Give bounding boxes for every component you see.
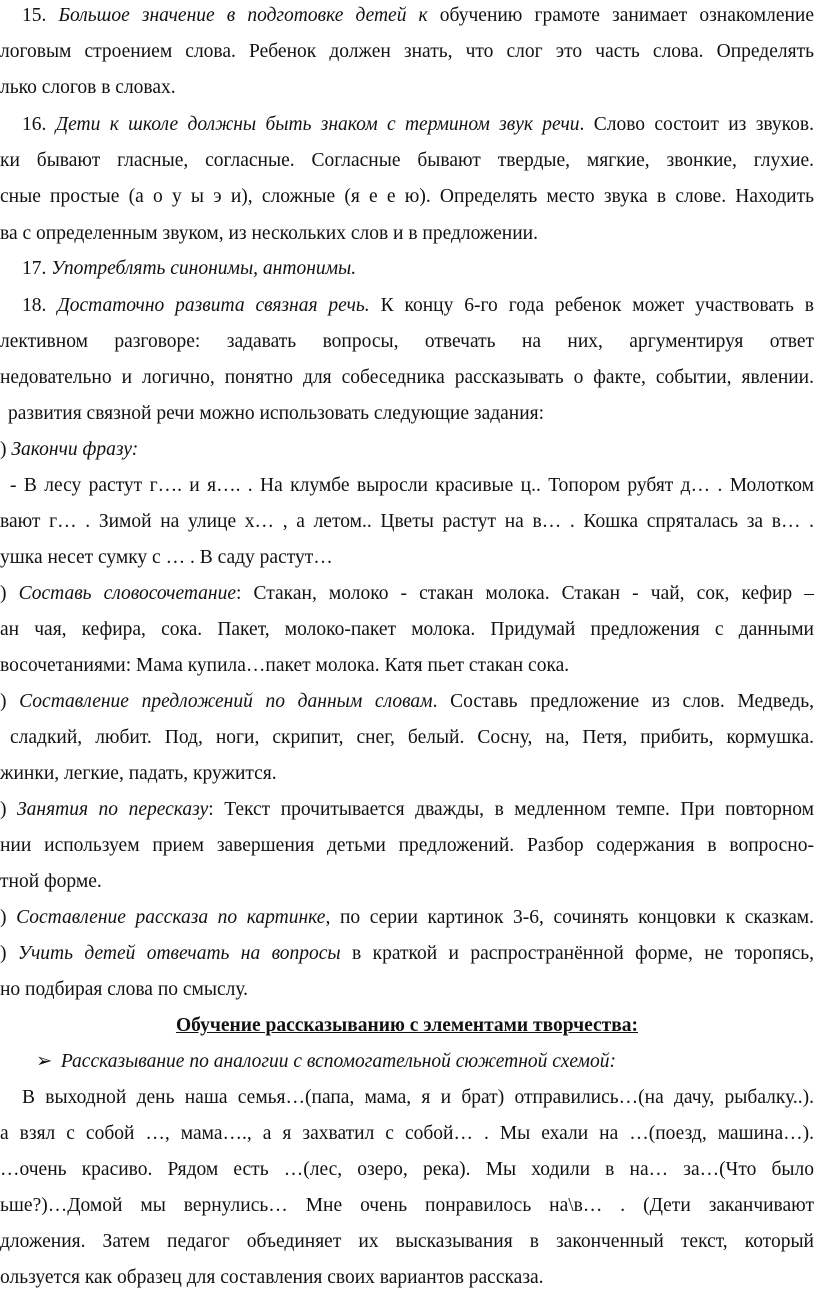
story-line-6: ользуется как образец для составления своих вариантов рассказа.	[0, 1267, 544, 1288]
task-3-line-1	[0, 688, 814, 716]
list-marker: )	[0, 943, 7, 964]
story-line-5: дложения. Затем педагог объединяет их высказывания в законченный текст, который	[0, 1231, 814, 1252]
text-run: : Стакан, молоко - стакан молока. Стакан - чай, сок, кефир –	[236, 583, 814, 604]
heading-text: Обучение рассказыванию с элементами творчества:	[175, 1015, 639, 1036]
italic-phrase: Составь словосочетание	[18, 583, 237, 604]
text-run: , по серии картинок 3-6, сочинять концовки к сказкам.	[325, 907, 814, 928]
list-marker: )	[0, 439, 7, 460]
task-1-line-3: вают г… . Зимой на улице х… , а летом.. Цветы растут на в… . Кошка спряталась за в… .	[0, 511, 814, 532]
italic-phrase: Занятия по пересказу	[17, 799, 209, 820]
bullet-item	[0, 1048, 814, 1076]
story-line-2: а взял с собой …, мама…., а я захватил с собой… . Мы ехали на …(поезд, машина…).	[0, 1123, 814, 1144]
italic-phrase: Рассказывание по аналогии с вспомогательной сюжетной схемой:	[60, 1051, 616, 1072]
task-4-line-3: тной форме.	[0, 871, 102, 892]
task-1-line-2: - В лесу растут г…. и я…. . На клумбе выросли красивые ц.. Топором рубят д… . Молотком	[10, 475, 814, 496]
paragraph-15-line-2: логовым строением слова. Ребенок должен знать, что слог это часть слова. Определять	[0, 41, 814, 62]
list-marker: )	[0, 799, 7, 820]
text-run: . Составь предложение из слов. Медведь,	[432, 691, 814, 712]
list-marker: )	[0, 583, 7, 604]
paragraph-18-line-2: лективном разговоре: задавать вопросы, отвечать на них, аргументируя ответ	[0, 331, 814, 352]
paragraph-18-line-3: недовательно и логично, понятно для собеседника рассказывать о факте, событии, явлении.	[0, 367, 814, 388]
text-run: . Слово состоит из звуков.	[579, 114, 814, 135]
paragraph-16-line-1	[0, 111, 814, 139]
italic-phrase: Составление рассказа по картинке	[16, 907, 326, 928]
text-run: в краткой и распространённой форме, не торопясь,	[352, 943, 814, 964]
text-run: : Текст прочитывается дважды, в медленном темпе. При повторном	[208, 799, 814, 820]
story-line-1: В выходной день наша семья…(папа, мама, я и брат) отправились…(на дачу, рыбалку..).	[22, 1087, 814, 1108]
task-2-line-1	[0, 580, 814, 608]
task-5-line-1	[0, 904, 814, 932]
text-run: К концу 6-го года ребенок может участвовать в	[380, 295, 814, 316]
italic-phrase: Дети к школе должны быть знаком с термином звук речи	[55, 114, 580, 135]
task-2-line-3: восочетаниями: Мама купила…пакет молока. Катя пьет стакан сока.	[0, 655, 570, 676]
item-number: 16.	[22, 114, 47, 135]
task-4-line-1	[0, 796, 814, 824]
paragraph-15-line-1	[0, 2, 814, 30]
task-3-line-2: сладкий, любит. Под, ноги, скрипит, снег, белый. Сосну, на, Петя, прибить, кормушка.	[10, 727, 814, 748]
text-run: обучению грамоте занимает ознакомление	[439, 5, 814, 26]
item-number: 15.	[22, 5, 47, 26]
list-marker: )	[0, 907, 7, 928]
paragraph-16-line-3: сные простые (а о у ы э и), сложные (я е е ю). Определять место звука в слове. Находить	[0, 186, 814, 207]
task-1-line-4: ушка несет сумку с … . В саду растут…	[0, 547, 333, 568]
item-number: 17.	[22, 258, 47, 279]
task-6-line-1	[0, 940, 814, 968]
task-3-line-3: жинки, легкие, падать, кружится.	[0, 763, 277, 784]
italic-phrase: Достаточно развита связная речь.	[57, 295, 370, 316]
section-heading	[0, 1012, 814, 1040]
paragraph-16-line-4: ва с определенным звуком, из нескольких слов и в предложении.	[0, 223, 538, 244]
paragraph-16-line-2: ки бывают гласные, согласные. Согласные бывают твердые, мягкие, звонкие, глухие.	[0, 150, 814, 171]
story-line-3: …очень красиво. Рядом есть …(лес, озеро, река). Мы ходили в на… за…(Что было	[0, 1159, 814, 1180]
task-4-line-2: нии используем прием завершения детьми предложений. Разбор содержания в вопросно-	[0, 835, 814, 856]
item-number: 18.	[22, 295, 47, 316]
story-line-4: ьше?)…Домой мы вернулись… Мне очень понравилось на\в… . (Дети заканчивают	[0, 1195, 814, 1216]
italic-phrase: Закончи фразу:	[11, 439, 139, 460]
paragraph-15-line-3: лько слогов в словах.	[0, 77, 176, 98]
task-6-line-2: но подбирая слова по смыслу.	[0, 979, 249, 1000]
italic-phrase: Составление предложений по данным словам	[19, 691, 433, 712]
paragraph-18-line-4: развития связной речи можно использовать следующие задания:	[8, 403, 545, 424]
italic-phrase: Большое значение в подготовке детей к	[58, 5, 428, 26]
italic-phrase: Употреблять синонимы, антонимы.	[51, 258, 357, 279]
paragraph-17-line-1	[0, 255, 814, 283]
task-2-line-2: ан чая, кефира, сока. Пакет, молоко-пакет молока. Придумай предложения с данными	[0, 619, 814, 640]
list-marker: )	[0, 691, 7, 712]
arrow-bullet-icon: ➢	[36, 1051, 53, 1072]
paragraph-18-line-1	[0, 292, 814, 320]
task-1-line-1	[0, 436, 814, 464]
italic-phrase: Учить детей отвечать на вопросы	[17, 943, 341, 964]
